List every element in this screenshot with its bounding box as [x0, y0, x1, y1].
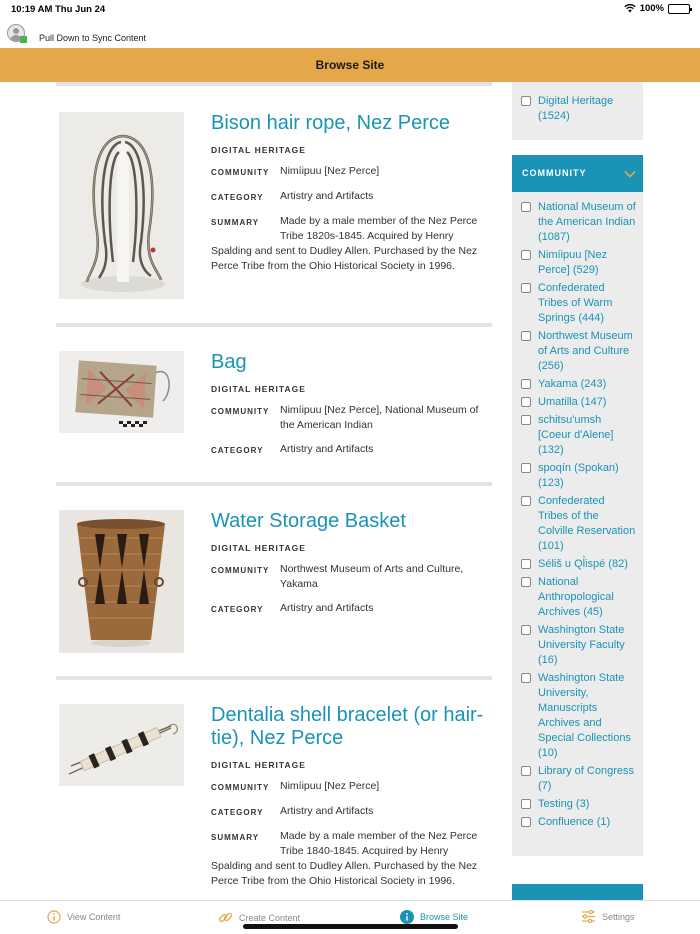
- item-community-row: [211, 779, 491, 795]
- content-list[interactable]: [0, 82, 500, 900]
- checkbox[interactable]: [521, 283, 531, 293]
- facet-option-label: Confederated Tribes of Warm Springs (444): [538, 282, 613, 324]
- divider: [56, 676, 492, 680]
- tab-view-content[interactable]: [47, 910, 120, 924]
- status-date: Thu Jun 24: [55, 4, 106, 15]
- facet-option[interactable]: [512, 494, 643, 554]
- divider: [56, 82, 492, 86]
- facet-option-label: Confluence (1): [538, 816, 611, 828]
- item-info: [211, 112, 491, 274]
- battery-icon: [668, 4, 690, 14]
- item-community: Northwest Museum of Arts and Culture, Yakama: [280, 563, 464, 590]
- item-info: [211, 704, 491, 889]
- summary-label: SUMMARY: [211, 218, 260, 227]
- community-facet-header[interactable]: [512, 155, 643, 192]
- category-label: CATEGORY: [211, 446, 264, 455]
- community-label: COMMUNITY: [211, 407, 270, 416]
- item-title[interactable]: Dentalia shell bracelet (or hair-tie), Nez Perce: [211, 704, 484, 749]
- item-summary-row: [211, 829, 491, 889]
- facet-option[interactable]: [512, 281, 643, 326]
- facet-option[interactable]: [512, 764, 643, 794]
- facet-option-label: Washington State University, Manuscripts Archives and Special Collections (10): [538, 672, 631, 759]
- item-community-row: [211, 562, 491, 592]
- item-category: Artistry and Artifacts: [280, 443, 374, 455]
- item-title[interactable]: Bison hair rope, Nez Perce: [211, 112, 451, 134]
- chevron-down-icon[interactable]: [624, 166, 635, 177]
- item-summary: Made by a male member of the Nez Perce Tribe 1840-1845. Acquired by Henry Spalding and sent to Dudley Allen. Purchased by the Nez Perce Tribe from the Ohio Historical Society in 1996.: [211, 830, 478, 887]
- facet-option[interactable]: [512, 557, 643, 572]
- info-circle-icon: [47, 910, 61, 924]
- checkbox[interactable]: [521, 331, 531, 341]
- tab-browse-site[interactable]: [400, 910, 468, 924]
- category-label: CATEGORY: [211, 605, 264, 614]
- checkbox[interactable]: [521, 397, 531, 407]
- item-community-row: [211, 164, 491, 180]
- item-type: DIGITAL HERITAGE: [211, 145, 306, 155]
- checkbox[interactable]: [521, 379, 531, 389]
- item-category-row: [211, 442, 491, 458]
- collection-facet-header[interactable]: [512, 884, 643, 900]
- status-time: 10:19 AM: [11, 4, 53, 15]
- facet-heading: COMMUNITY: [522, 168, 587, 178]
- checkbox[interactable]: [521, 625, 531, 635]
- checkbox[interactable]: [521, 577, 531, 587]
- item-community: Nimíipuu [Nez Perce]: [280, 780, 380, 792]
- facet-option[interactable]: [512, 575, 643, 620]
- checkbox[interactable]: [521, 415, 531, 425]
- page-title: Browse Site: [0, 48, 700, 82]
- home-indicator[interactable]: [243, 924, 458, 929]
- facet-option[interactable]: [512, 671, 643, 761]
- facet-option-label: Digital Heritage (1524): [538, 95, 614, 122]
- item-image[interactable]: [59, 704, 184, 786]
- facet-option-label: National Anthropological Archives (45): [538, 576, 614, 618]
- checkbox[interactable]: [521, 202, 531, 212]
- facet-option-label: Northwest Museum of Arts and Culture (256): [538, 330, 633, 372]
- online-status-icon: [20, 36, 27, 43]
- community-facet-list: [512, 192, 643, 856]
- status-right: [624, 3, 690, 14]
- facet-option-label: National Museum of the American Indian (1087): [538, 201, 636, 243]
- item-type: DIGITAL HERITAGE: [211, 760, 306, 770]
- checkbox[interactable]: [521, 559, 531, 569]
- facet-option[interactable]: [512, 377, 643, 392]
- facet-option[interactable]: [512, 94, 643, 124]
- item-category: Artistry and Artifacts: [280, 602, 374, 614]
- wifi-icon: [624, 4, 636, 13]
- item-category-row: [211, 189, 491, 205]
- item-category-row: [211, 601, 491, 617]
- divider: [56, 482, 492, 486]
- item-image[interactable]: [59, 112, 184, 299]
- item-image[interactable]: [59, 351, 184, 433]
- item-type: DIGITAL HERITAGE: [211, 543, 306, 553]
- filter-sidebar[interactable]: [512, 82, 643, 900]
- sync-label: Pull Down to Sync Content: [39, 33, 147, 43]
- facet-option[interactable]: [512, 395, 643, 410]
- item-community-row: [211, 403, 491, 433]
- checkbox[interactable]: [521, 766, 531, 776]
- facet-option-label: Umatilla (147): [538, 396, 607, 408]
- community-label: COMMUNITY: [211, 566, 270, 575]
- facet-option[interactable]: [512, 200, 643, 245]
- link-icon: [218, 910, 233, 925]
- checkbox[interactable]: [521, 673, 531, 683]
- community-label: COMMUNITY: [211, 783, 270, 792]
- item-title[interactable]: Water Storage Basket: [211, 510, 406, 532]
- facet-option-label: Yakama (243): [538, 378, 607, 390]
- tab-label: Settings: [602, 911, 635, 922]
- summary-label: SUMMARY: [211, 833, 260, 842]
- facet-option-label: Séliš u Ql̓ispé (82): [538, 558, 628, 570]
- facet-option-label: Washington State University Faculty (16): [538, 624, 625, 666]
- facet-option[interactable]: [512, 248, 643, 278]
- sliders-icon: [581, 910, 596, 923]
- item-type: DIGITAL HERITAGE: [211, 384, 306, 394]
- item-category: Artistry and Artifacts: [280, 190, 374, 202]
- facet-option-label: Testing (3): [538, 798, 590, 810]
- category-label: CATEGORY: [211, 193, 264, 202]
- community-label: COMMUNITY: [211, 168, 270, 177]
- facet-option[interactable]: [512, 461, 643, 491]
- checkbox[interactable]: [521, 496, 531, 506]
- item-summary-row: [211, 214, 491, 274]
- facet-option-label: spoqín (Spokan) (123): [538, 462, 619, 489]
- tab-create-content[interactable]: [218, 910, 300, 925]
- item-image[interactable]: [59, 510, 184, 653]
- facet-option[interactable]: [512, 329, 643, 374]
- info-filled-icon: [400, 910, 414, 924]
- facet-option-label: Confederated Tribes of the Colville Reservation (101): [538, 495, 636, 552]
- item-community: Nimíipuu [Nez Perce]: [280, 165, 380, 177]
- category-label: CATEGORY: [211, 808, 264, 817]
- divider: [56, 323, 492, 327]
- facet-option[interactable]: [512, 797, 643, 812]
- checkbox[interactable]: [521, 250, 531, 260]
- item-title[interactable]: Bag: [211, 351, 247, 373]
- item-summary: Made by a male member of the Nez Perce Tribe 1820s-1845. Acquired by Henry Spalding and sent to Dudley Allen. Purchased by the Nez Perce Tribe from the Ohio Historical Society in 1996.: [211, 215, 478, 272]
- item-info: [211, 351, 491, 458]
- checkbox[interactable]: [521, 463, 531, 473]
- facet-option[interactable]: [512, 623, 643, 668]
- facet-option-label: Library of Congress (7): [538, 765, 634, 792]
- tab-settings[interactable]: [581, 910, 635, 923]
- sync-row[interactable]: [0, 20, 700, 48]
- status-bar: [0, 0, 700, 20]
- item-info: [211, 510, 491, 617]
- facet-option[interactable]: [512, 815, 643, 830]
- item-community: Nimíipuu [Nez Perce], National Museum of the American Indian: [280, 404, 479, 431]
- item-category-row: [211, 804, 491, 820]
- tab-label: Create Content: [239, 912, 301, 923]
- facet-option-label: Nimíipuu [Nez Perce] (529): [538, 249, 608, 276]
- checkbox[interactable]: [521, 799, 531, 809]
- checkbox[interactable]: [521, 96, 531, 106]
- tab-label: Browse Site: [420, 912, 469, 922]
- item-category: Artistry and Artifacts: [280, 805, 374, 817]
- tab-label: View Content: [67, 912, 121, 922]
- type-facet-list: [512, 82, 643, 140]
- battery-percent: 100%: [639, 3, 664, 14]
- facet-option-label: schitsu'umsh [Coeur d'Alene] (132): [538, 414, 614, 456]
- checkbox[interactable]: [521, 817, 531, 827]
- facet-option[interactable]: [512, 413, 643, 458]
